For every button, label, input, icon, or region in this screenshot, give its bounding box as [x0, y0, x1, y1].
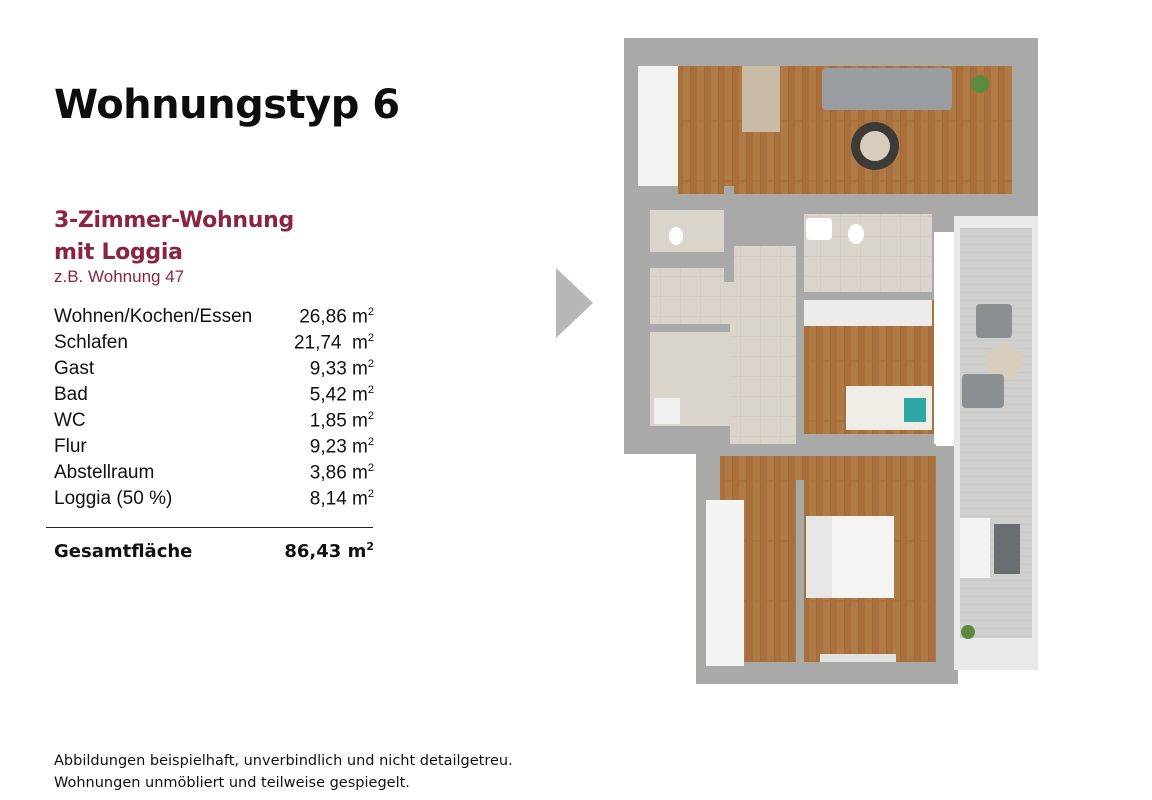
- room-area: 3,86 $m^2$: [309, 462, 374, 484]
- room-area: 9,33 $m^2$: [309, 358, 374, 380]
- room-area: 26,86 $m^2$: [299, 306, 374, 328]
- page-title: Wohnungstyp 6: [54, 82, 400, 128]
- area-table: [54, 306, 374, 514]
- room-name: Abstellraum: [54, 462, 155, 484]
- living-room: [638, 66, 1012, 194]
- apartment-subtitle: [54, 205, 374, 269]
- area-row: [54, 306, 374, 332]
- room-area: 9,23 $m^2$: [309, 436, 374, 458]
- area-row: [54, 358, 374, 384]
- play-arrow-icon: [556, 268, 593, 338]
- total-row: [54, 540, 374, 562]
- room-area: 21,74 $m^2$: [293, 332, 374, 354]
- wc: [650, 210, 726, 252]
- room-area: 5,42 $m^2$: [309, 384, 374, 406]
- floor-plan: [620, 36, 1042, 688]
- area-row: [54, 488, 374, 514]
- total-label: Gesamtfläche: [54, 541, 193, 562]
- disclaimer-line-1: Abbildungen beispielhaft, unverbindlich und nicht detailgetreu.: [54, 753, 513, 769]
- room-area: 1,85 $m^2$: [309, 410, 374, 432]
- room-name: Gast: [54, 358, 95, 380]
- area-row: [54, 436, 374, 462]
- area-row: [54, 332, 374, 358]
- area-row: [54, 410, 374, 436]
- total-area: 86,43 $m^2$: [284, 540, 374, 562]
- guest-room: [796, 298, 934, 434]
- storage-room: [650, 332, 730, 426]
- example-unit: z.B. Wohnung 47: [54, 267, 185, 286]
- room-name: Wohnen/Kochen/Essen: [54, 306, 253, 328]
- room-name: Schlafen: [54, 332, 128, 354]
- subtitle-line-1: 3-Zimmer-Wohnung: [54, 208, 294, 233]
- subtitle-line-2: mit Loggia: [54, 240, 183, 265]
- bathroom: [802, 214, 932, 292]
- total-divider: [46, 527, 373, 528]
- room-name: Loggia (50 %): [54, 488, 173, 510]
- room-name: Flur: [54, 436, 87, 458]
- disclaimer-line-2: Wohnungen unmöbliert und teilweise gespiegelt.: [54, 775, 410, 791]
- room-name: WC: [54, 410, 86, 432]
- disclaimer: [54, 750, 513, 794]
- room-name: Bad: [54, 384, 88, 406]
- bedroom: [706, 456, 936, 666]
- area-row: [54, 384, 374, 410]
- room-area: 8,14 $m^2$: [309, 488, 374, 510]
- area-row: [54, 462, 374, 488]
